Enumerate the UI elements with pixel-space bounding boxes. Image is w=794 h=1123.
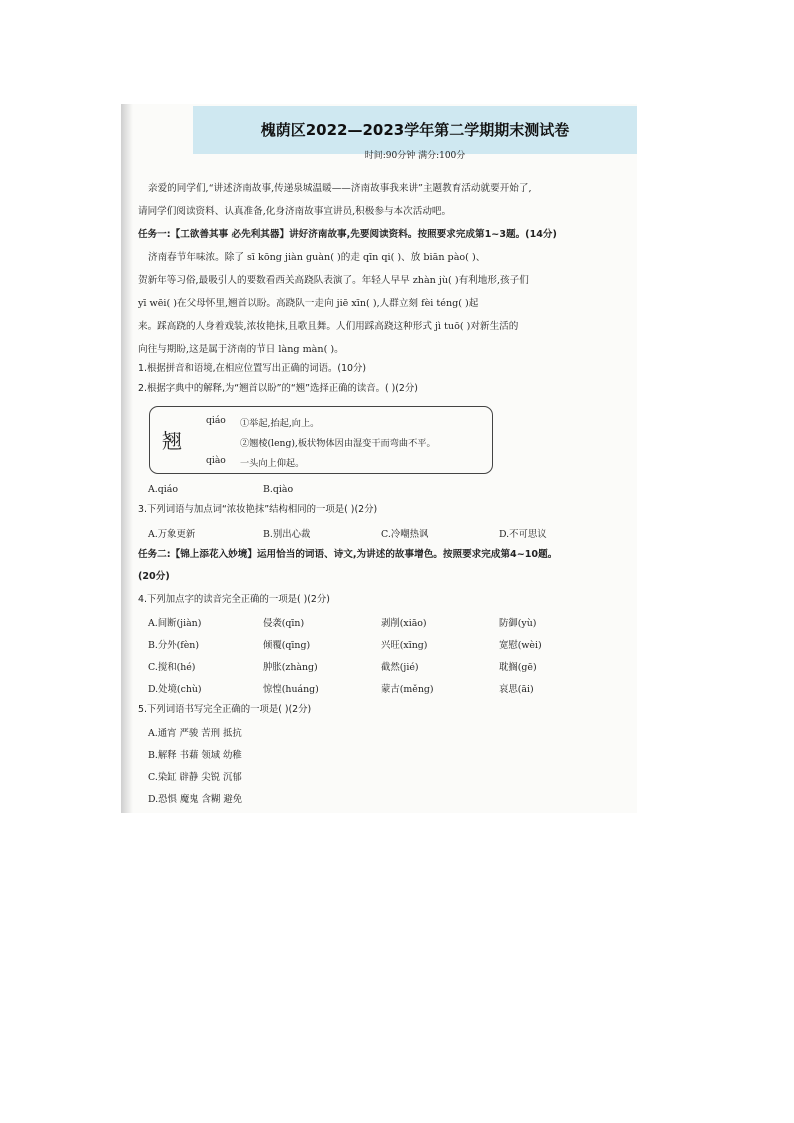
task2-heading-score: (20分) (138, 571, 170, 582)
question-4: 4.下列加点字的读音完全正确的一项是( )(2分) (138, 594, 330, 605)
question-2: 2.根据字典中的解释,为“翘首以盼”的“翘”选择正确的读音。( )(2分) (138, 383, 418, 394)
q4-c1: C.搅和(hé) (148, 662, 196, 673)
q4-a4: 防御(yù) (499, 618, 537, 629)
passage-line-3: yī wēi( )在父母怀里,翘首以盼。高跷队一走向 jiē xīn( ),人群立刻 fèi téng( )起 (138, 298, 479, 309)
scan-shadow (121, 104, 133, 813)
q4-d2: 惊惶(huáng) (263, 684, 319, 695)
q3-option-c: C.冷嘲热讽 (381, 529, 429, 540)
q5-option-d: D.恐惧 魔鬼 含糊 避免 (148, 794, 243, 805)
question-3: 3.下列词语与加点词“浓妆艳抹”结构相同的一项是( )(2分) (138, 504, 378, 515)
q3-option-a: A.万象更新 (148, 529, 196, 540)
q4-b1: B.分外(fèn) (148, 640, 199, 651)
q4-a1: A.间断(jiàn) (148, 618, 202, 629)
q2-option-a: A.qiáo (148, 484, 178, 495)
definition-1: ①举起,抬起,向上。 (240, 418, 320, 429)
q4-b2: 倾覆(qīng) (263, 640, 311, 651)
q4-a2: 侵袭(qīn) (263, 618, 305, 629)
q4-c3: 截然(jié) (381, 662, 419, 673)
passage-line-2: 贺新年等习俗,最吸引人的要数看西关高跷队表演了。年轻人早早 zhàn jù( )有利地形,孩子们 (138, 275, 529, 286)
passage-line-1: 济南春节年味浓。除了 sī kōng jiàn guàn( )的走 qīn qi( )、放 biān pào( )、 (148, 252, 486, 263)
task1-heading: 任务一:【工欲善其事 必先利其器】讲好济南故事,先要阅读资料。按照要求完成第1~3题。(14分) (138, 229, 557, 240)
intro-line-1: 亲爱的同学们,“讲述济南故事,传递泉城温暖——济南故事我来讲”主题教育活动就要开始了, (148, 183, 532, 194)
passage-line-5: 向往与期盼,这是属于济南的节日 làng màn( )。 (138, 344, 344, 355)
q5-option-a: A.通宵 严骏 苦刑 抵抗 (148, 728, 242, 739)
passage-line-4: 来。踩高跷的人身着戏装,浓妆艳抹,且歌且舞。人们用踩高跷这种形式 jì tuō( )对新生活的 (138, 321, 519, 332)
q5-option-b: B.解释 书藉 领域 幼稚 (148, 750, 242, 761)
task2-heading: 任务二:【锦上添花入妙境】运用恰当的词语、诗文,为讲述的故事增色。按照要求完成第4~10题。 (138, 549, 558, 560)
q4-d4: 哀思(āi) (499, 684, 534, 695)
q4-a3: 剥削(xiāo) (381, 618, 427, 629)
question-1: 1.根据拼音和语境,在相应位置写出正确的词语。(10分) (138, 363, 367, 374)
pinyin-qiao4: qiào (206, 455, 226, 466)
intro-line-2: 请同学们阅读资料、认真准备,化身济南故事宣讲员,积极参与本次活动吧。 (138, 206, 452, 217)
q3-option-b: B.别出心裁 (263, 529, 311, 540)
q3-option-d: D.不可思议 (499, 529, 547, 540)
q4-d3: 蒙古(měng) (381, 684, 434, 695)
q2-option-b: B.qiào (263, 484, 294, 495)
dictionary-entry (149, 406, 493, 474)
exam-time-score: 时间:90分钟 满分:100分 (364, 151, 466, 161)
definition-2: ②翘棱(leng),板状物体因由湿变干而弯曲不平。 (240, 438, 436, 449)
q4-b3: 兴旺(xīng) (381, 640, 428, 651)
q5-option-c: C.染缸 辟静 尖锐 沉郁 (148, 772, 242, 783)
pinyin-qiao2: qiáo (206, 415, 226, 426)
dictionary-character: 翘 (162, 429, 182, 453)
exam-paper (121, 104, 637, 813)
exam-title: 槐荫区2022—2023学年第二学期期末测试卷 (260, 121, 570, 139)
q4-c2: 肿胀(zhàng) (263, 662, 318, 673)
q4-b4: 宽慰(wèi) (499, 640, 542, 651)
q4-c4: 耽搁(gē) (499, 662, 537, 673)
q4-d1: D.处境(chù) (148, 684, 202, 695)
definition-3: 一头向上仰起。 (240, 458, 305, 469)
question-5: 5.下列词语书写完全正确的一项是( )(2分) (138, 704, 312, 715)
